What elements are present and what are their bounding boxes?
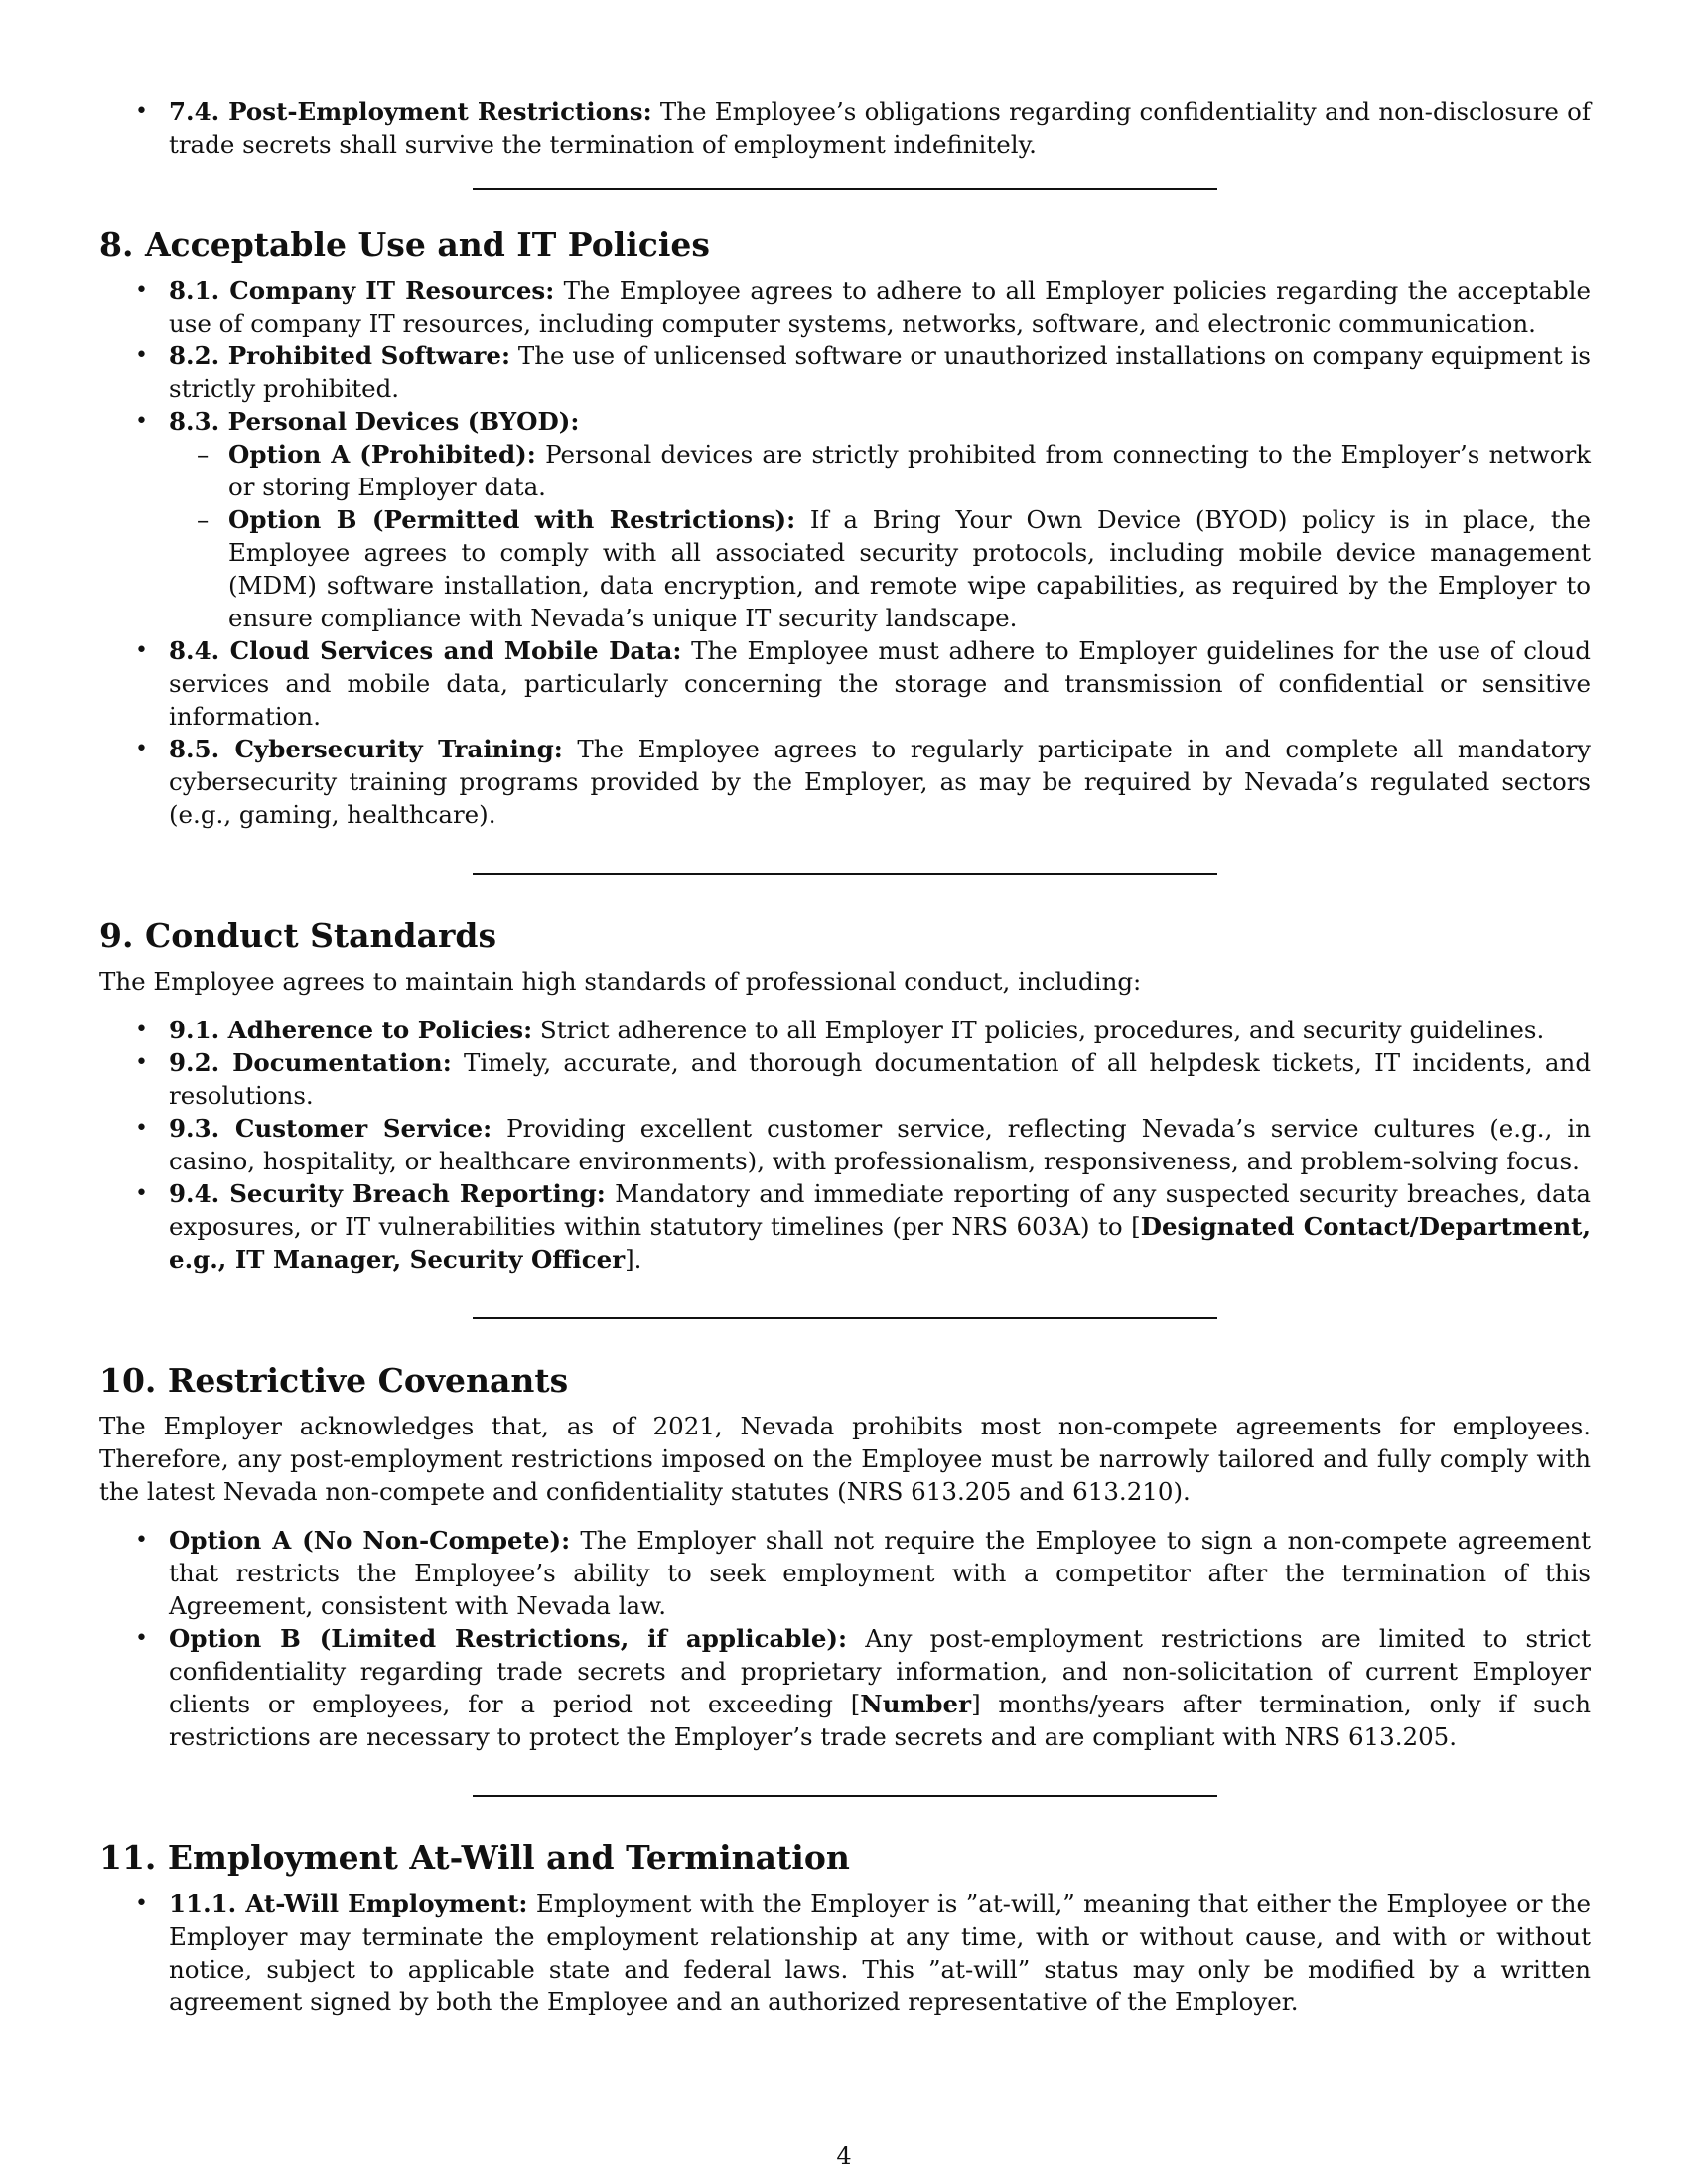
section-heading-11: 11. Employment At-Will and Termination — [99, 1839, 850, 1877]
item-text: The Employee must adhere to Employer guidelines for the use of cloud services and mobile data, particularly concerning the storage and transmission of confidential or sensitive information. — [169, 636, 1591, 731]
item-label: 9.4. Security Breach Reporting: — [169, 1179, 606, 1208]
item-text: Personal devices are strictly prohibited from connecting to the Employer’s network or storing Employer data. — [228, 440, 1592, 501]
list-item-option-a — [99, 1524, 1591, 1622]
item-text: The Employee’s obligations regarding confidentiality and non-disclosure of trade secrets shall survive the termination of employment indefinitely. — [169, 97, 1591, 159]
list-item-9-1 — [99, 1014, 1591, 1046]
item-text: Providing excellent customer service, reflecting Nevada’s service cultures (e.g., in casino, hospitality, or healthcare environments), with professionalism, responsiveness, and problem-solving focus. — [169, 1114, 1591, 1175]
bullet-icon: • — [135, 1528, 148, 1553]
section-8-list — [99, 274, 1591, 831]
item-text: Strict adherence to all Employer IT policies, procedures, and security guidelines. — [532, 1016, 1545, 1044]
bullet-icon: • — [135, 409, 148, 434]
bullet-icon: • — [135, 1891, 148, 1916]
bullet-icon: • — [135, 1018, 148, 1042]
bullet-icon: • — [135, 99, 148, 124]
bullet-icon: • — [135, 1181, 148, 1206]
item-text-tail: ] months/years after termination, only if such restrictions are necessary to protect the Employer’s trade secrets and are compliant with NRS 613.205. — [169, 1690, 1591, 1751]
section-heading-10: 10. Restrictive Covenants — [99, 1361, 569, 1400]
item-label: 8.3. Personal Devices (BYOD): — [169, 407, 580, 436]
item-text: Mandatory and immediate reporting of any suspected security breaches, data exposures, or IT vulnerabilities within statutory timelines (per NRS 603A) to [ — [169, 1179, 1591, 1241]
dash-icon: – — [197, 440, 210, 469]
item-label: 11.1. At-Will Employment: — [169, 1889, 528, 1918]
list-item-11-1 — [99, 1887, 1591, 2018]
list-item-9-4 — [99, 1177, 1591, 1276]
item-text-tail: ]. — [625, 1245, 642, 1274]
item-text: The use of unlicensed software or unauthorized installations on company equipment is strictly prohibited. — [169, 341, 1591, 403]
item-text: Timely, accurate, and thorough documentation of all helpdesk tickets, IT incidents, and resolutions. — [169, 1048, 1591, 1110]
item-label: 9.2. Documentation: — [169, 1048, 452, 1077]
list-item-option-b — [99, 1622, 1591, 1753]
section-heading-8: 8. Acceptable Use and IT Policies — [99, 225, 710, 264]
item-label: Option A (Prohibited): — [228, 440, 536, 469]
section-divider — [473, 1317, 1217, 1319]
item-label: Option A (No Non-Compete): — [169, 1526, 571, 1555]
item-text: The Employee agrees to regularly participate in and complete all mandatory cybersecurity training programs provided by the Employer, as may be required by Nevada’s regulated sectors (e.g., gaming, healthcare). — [169, 735, 1591, 829]
item-label: 9.1. Adherence to Policies: — [169, 1016, 533, 1044]
bullet-icon: • — [135, 737, 148, 761]
item-label: Option B (Permitted with Restrictions): — [228, 505, 796, 534]
sub-item-option-a — [99, 438, 1591, 503]
section-heading-9: 9. Conduct Standards — [99, 916, 497, 955]
bullet-icon: • — [135, 343, 148, 368]
item-label: 8.4. Cloud Services and Mobile Data: — [169, 636, 682, 665]
item-label: 9.3. Customer Service: — [169, 1114, 492, 1143]
item-label: 8.5. Cybersecurity Training: — [169, 735, 563, 763]
item-label: 8.2. Prohibited Software: — [169, 341, 510, 370]
list-item-9-3 — [99, 1112, 1591, 1177]
list-item-8-3 — [99, 405, 1591, 438]
list-item-7-4 — [99, 95, 1591, 161]
list-item-8-5 — [99, 733, 1591, 831]
bullet-icon: • — [135, 638, 148, 663]
section-11-list — [99, 1887, 1591, 2018]
bullet-icon: • — [135, 278, 148, 303]
placeholder-field: Designated Contact/Department, e.g., IT Manager, Security Officer — [169, 1212, 1591, 1274]
item-text: If a Bring Your Own Device (BYOD) policy is in place, the Employee agrees to comply with all associated security protocols, including mobile device management (MDM) software installation, data encryption, and remote wipe capabilities, as required by the Employer to ensure compliance with Nevada’s unique IT security landscape. — [228, 505, 1591, 632]
page-number: 4 — [836, 2142, 852, 2170]
item-label: Option B (Limited Restrictions, if applicable): — [169, 1624, 848, 1653]
document-page — [99, 95, 1591, 2018]
sub-item-option-b — [99, 503, 1591, 634]
section-divider — [473, 1795, 1217, 1797]
placeholder-field: Number — [860, 1690, 972, 1718]
item-label: 7.4. Post-Employment Restrictions: — [169, 97, 652, 126]
bullet-icon: • — [135, 1050, 148, 1075]
list-item-9-2 — [99, 1046, 1591, 1112]
section-divider — [473, 873, 1217, 875]
item-text: The Employer shall not require the Employee to sign a non-compete agreement that restricts the Employee’s ability to seek employment with a competitor after the termination of this Agreement, consistent with Nevada law. — [169, 1526, 1591, 1620]
bullet-icon: • — [135, 1626, 148, 1651]
item-text: Any post-employment restrictions are limited to strict confidentiality regarding trade secrets and proprietary information, and non-solicitation of current Employer clients or employees, for a period not exceeding [ — [169, 1624, 1591, 1718]
item-text: Employment with the Employer is ”at-will,” meaning that either the Employee or the Employer may terminate the employment relationship at any time, with or without cause, and with or without notice, subject to applicable state and federal laws. This ”at-will” status may only be modified by a written agreement signed by both the Employee and an authorized representative of the Employer. — [169, 1889, 1591, 2016]
list-item-8-1 — [99, 274, 1591, 340]
bullet-icon: • — [135, 1116, 148, 1141]
item-text: The Employee agrees to adhere to all Employer policies regarding the acceptable use of company IT resources, including computer systems, networks, software, and electronic communication. — [169, 276, 1592, 338]
section-10-list — [99, 1524, 1591, 1753]
section-9-list — [99, 1014, 1591, 1276]
item-label: 8.1. Company IT Resources: — [169, 276, 555, 305]
list-item-8-4 — [99, 634, 1591, 733]
section-divider — [473, 188, 1217, 190]
list-item-8-2 — [99, 340, 1591, 405]
dash-icon: – — [197, 505, 210, 534]
section-10-intro: The Employer acknowledges that, as of 2021, Nevada prohibits most non-compete agreements for employees. Therefore, any post-employment restrictions imposed on the Employee must be narrowly tailored and fully comply with the latest Nevada non-compete and confidentiality statutes (NRS 613.205 and 613.210). — [99, 1412, 1591, 1506]
section-9-intro: The Employee agrees to maintain high standards of professional conduct, including: — [99, 967, 1142, 996]
